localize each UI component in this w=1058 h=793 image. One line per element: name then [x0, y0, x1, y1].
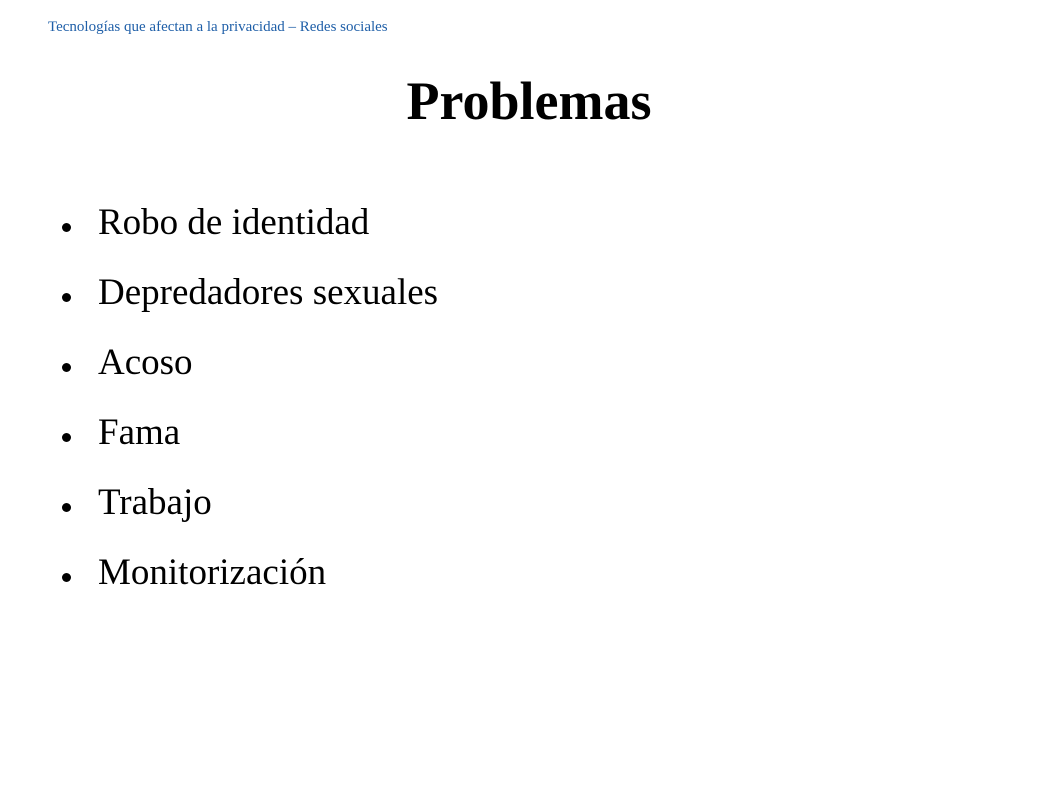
slide-title: Problemas	[406, 71, 652, 131]
bullet-text: Fama	[98, 412, 181, 453]
list-item	[62, 538, 438, 608]
bullet-icon	[62, 363, 71, 372]
bullet-text: Robo de identidad	[98, 202, 370, 243]
bullet-text: Trabajo	[98, 482, 212, 523]
header-note: Tecnologías que afectan a la privacidad – Redes sociales	[48, 19, 388, 35]
bullet-icon	[62, 503, 71, 512]
list-item	[62, 468, 438, 538]
bullet-icon	[62, 433, 71, 442]
list-item	[62, 398, 438, 468]
list-item	[62, 188, 438, 258]
bullet-list	[62, 188, 438, 608]
bullet-text: Acoso	[98, 342, 193, 383]
list-item	[62, 328, 438, 398]
list-item	[62, 258, 438, 328]
bullet-text: Monitorización	[98, 552, 327, 593]
bullet-icon	[62, 293, 71, 302]
bullet-text: Depredadores sexuales	[98, 272, 439, 313]
bullet-icon	[62, 573, 71, 582]
bullet-icon	[62, 223, 71, 232]
